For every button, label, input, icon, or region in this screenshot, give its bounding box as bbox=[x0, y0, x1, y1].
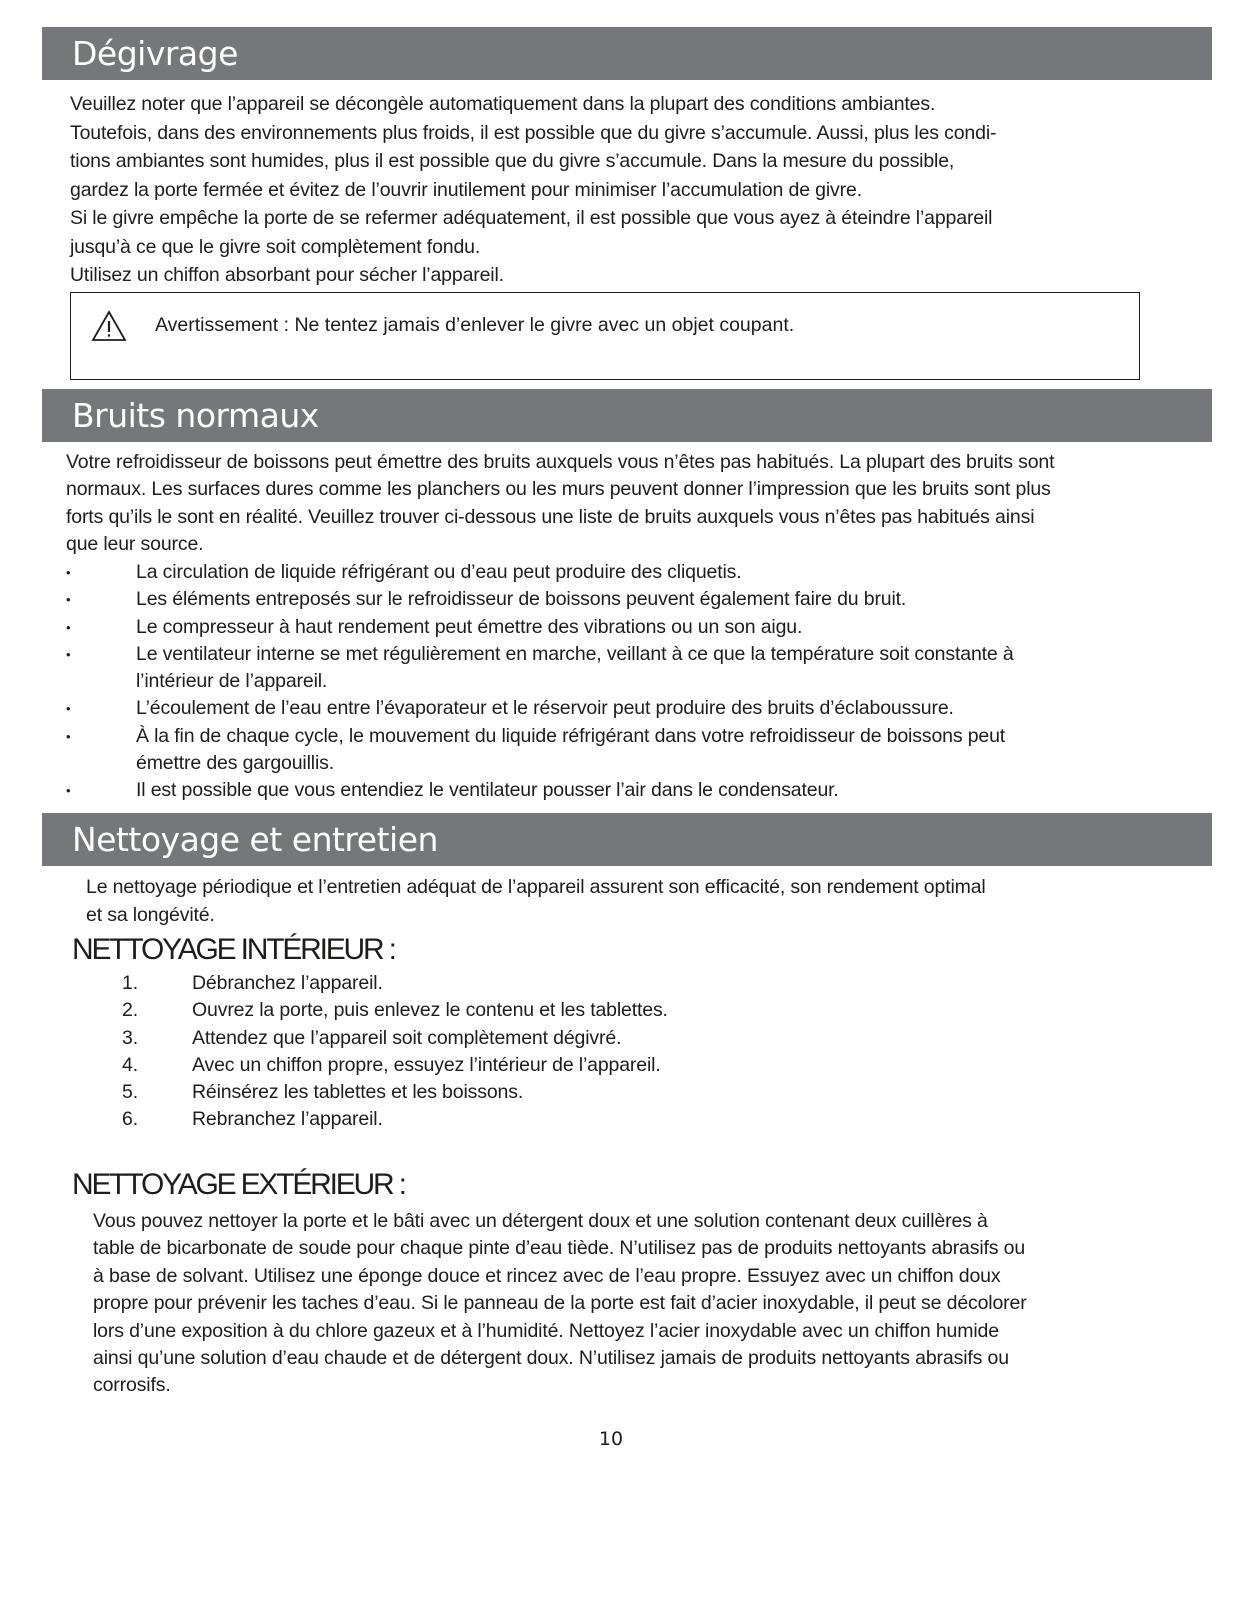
list-item-text: Le ventilateur interne se met régulièrement en marche, veillant à ce que la température soit constante à bbox=[136, 642, 1014, 665]
noises-paragraph bbox=[66, 449, 1054, 558]
exterior-line: à base de solvant. Utilisez une éponge douce et rincez avec de l’eau propre. Essuyez avec un chiffon doux bbox=[93, 1264, 1001, 1287]
noises-line: Votre refroidisseur de boissons peut émettre des bruits auxquels vous n’êtes pas habitués. La plupart des bruits sont bbox=[66, 451, 1055, 473]
list-item-text: Il est possible que vous entendiez le ventilateur pousser l’air dans le condensateur. bbox=[136, 779, 839, 802]
step-text: Débranchez l’appareil. bbox=[192, 972, 383, 994]
defrost-paragraph bbox=[70, 90, 996, 290]
list-item-text: émettre des gargouillis. bbox=[136, 752, 334, 775]
list-item bbox=[122, 1025, 668, 1052]
defrost-line: Utilisez un chiffon absorbant pour sécher l’appareil. bbox=[70, 264, 504, 286]
warning-box bbox=[70, 292, 1140, 380]
list-item bbox=[66, 586, 1014, 613]
list-item-text: l’intérieur de l’appareil. bbox=[136, 670, 328, 693]
cleaning-paragraph bbox=[86, 874, 986, 929]
interior-cleaning-heading: NETTOYAGE INTÉRIEUR : bbox=[72, 933, 395, 966]
defrost-line: jusqu’à ce que le givre soit complètement fondu. bbox=[70, 235, 481, 258]
noises-line: forts qu’ils le sont en réalité. Veuillez trouver ci-dessous une liste de bruits auxquels vous n’êtes pas habitués ainsi bbox=[66, 505, 1035, 528]
interior-steps-list bbox=[122, 970, 668, 1134]
exterior-line: table de bicarbonate de soude pour chaque pinte d’eau tiède. N’utilisez pas de produits nettoyants abrasifs ou bbox=[93, 1237, 1026, 1260]
list-item bbox=[122, 1052, 668, 1079]
list-item-text: Les éléments entreposés sur le refroidisseur de boissons peuvent également faire du bruit. bbox=[136, 588, 907, 611]
list-item-text: À la fin de chaque cycle, le mouvement du liquide réfrigérant dans votre refroidisseur de boissons peut bbox=[136, 724, 1006, 747]
step-text: Ouvrez la porte, puis enlevez le contenu et les tablettes. bbox=[192, 999, 668, 1022]
list-item bbox=[66, 559, 1014, 586]
list-item bbox=[122, 1106, 668, 1133]
list-item bbox=[66, 723, 1014, 778]
exterior-line: lors d’une exposition à du chlore gazeux et à l’humidité. Nettoyez l’acier inoxydable avec un chiffon humide bbox=[93, 1319, 999, 1342]
step-text: Réinsérez les tablettes et les boissons. bbox=[192, 1081, 524, 1104]
step-number: 1. bbox=[122, 972, 138, 994]
defrost-line: Si le givre empêche la porte de se refermer adéquatement, il est possible que vous ayez à éteindre l’appareil bbox=[70, 207, 993, 229]
list-item bbox=[66, 777, 1014, 804]
defrost-line: gardez la porte fermée et évitez de l’ouvrir inutilement pour minimiser l’accumulation de givre. bbox=[70, 178, 862, 201]
list-item-text: Le compresseur à haut rendement peut émettre des vibrations ou un son aigu. bbox=[136, 615, 803, 638]
step-number: 2. bbox=[122, 999, 138, 1022]
exterior-paragraph bbox=[93, 1208, 1027, 1400]
section-banner-noises bbox=[42, 389, 1212, 442]
bullet-mark: • bbox=[66, 783, 71, 799]
list-item-text: La circulation de liquide réfrigérant ou d’eau peut produire des cliquetis. bbox=[136, 561, 742, 583]
cleaning-line: Le nettoyage périodique et l’entretien adéquat de l’appareil assurent son efficacité, son rendement optimal bbox=[86, 876, 986, 898]
defrost-line: tions ambiantes sont humides, plus il est possible que du givre s’accumule. Dans la mesure du possible, bbox=[70, 150, 955, 172]
list-item bbox=[122, 1079, 668, 1106]
list-item bbox=[66, 695, 1014, 722]
exterior-cleaning-heading: NETTOYAGE EXTÉRIEUR : bbox=[72, 1168, 405, 1201]
bullet-mark: • bbox=[66, 592, 71, 608]
section-banner-cleaning bbox=[42, 813, 1212, 866]
exterior-line: propre pour prévenir les taches d’eau. Si le panneau de la porte est fait d’acier inoxydable, il peut se décolorer bbox=[93, 1292, 1027, 1315]
defrost-line: Toutefois, dans des environnements plus froids, il est possible que du givre s’accumule. Aussi, plus les condi- bbox=[70, 121, 997, 144]
step-number: 3. bbox=[122, 1026, 138, 1049]
step-text: Rebranchez l’appareil. bbox=[192, 1108, 383, 1131]
section-banner-defrost bbox=[42, 27, 1212, 80]
bullet-mark: • bbox=[66, 565, 71, 580]
list-item bbox=[66, 641, 1014, 696]
section-title-defrost: Dégivrage bbox=[72, 34, 238, 73]
step-number: 4. bbox=[122, 1053, 138, 1076]
bullet-mark: • bbox=[66, 646, 71, 662]
section-title-noises: Bruits normaux bbox=[72, 396, 319, 435]
list-item-text: L’écoulement de l’eau entre l’évaporateur et le réservoir peut produire des bruits d’éclaboussure. bbox=[136, 697, 954, 720]
step-text: Avec un chiffon propre, essuyez l’intérieur de l’appareil. bbox=[192, 1053, 661, 1076]
bullet-mark: • bbox=[66, 619, 71, 635]
section-title-cleaning: Nettoyage et entretien bbox=[72, 820, 438, 859]
noises-line: normaux. Les surfaces dures comme les planchers ou les murs peuvent donner l’impression que les bruits sont plus bbox=[66, 478, 1051, 501]
list-item bbox=[66, 614, 1014, 641]
page-number: 10 bbox=[598, 1428, 624, 1450]
list-item bbox=[122, 997, 668, 1024]
exterior-line: ainsi qu’une solution d’eau chaude et de détergent doux. N’utilisez jamais de produits nettoyants abrasifs ou bbox=[93, 1347, 1009, 1370]
warning-triangle-icon bbox=[91, 310, 127, 342]
step-number: 6. bbox=[122, 1108, 138, 1131]
list-item bbox=[122, 970, 668, 997]
defrost-line: Veuillez noter que l’appareil se décongèle automatiquement dans la plupart des conditions ambiantes. bbox=[70, 93, 936, 115]
exterior-line: Vous pouvez nettoyer la porte et le bâti avec un détergent doux et une solution contenant deux cuillères à bbox=[93, 1210, 988, 1232]
noises-list bbox=[66, 559, 1014, 805]
step-number: 5. bbox=[122, 1081, 138, 1104]
noises-line: que leur source. bbox=[66, 532, 204, 555]
step-text: Attendez que l’appareil soit complètement dégivré. bbox=[192, 1026, 622, 1049]
bullet-mark: • bbox=[66, 701, 71, 717]
warning-text: Avertissement : Ne tentez jamais d’enlever le givre avec un objet coupant. bbox=[155, 314, 795, 336]
exterior-line: corrosifs. bbox=[93, 1374, 171, 1397]
cleaning-line: et sa longévité. bbox=[86, 903, 215, 926]
bullet-mark: • bbox=[66, 728, 71, 744]
